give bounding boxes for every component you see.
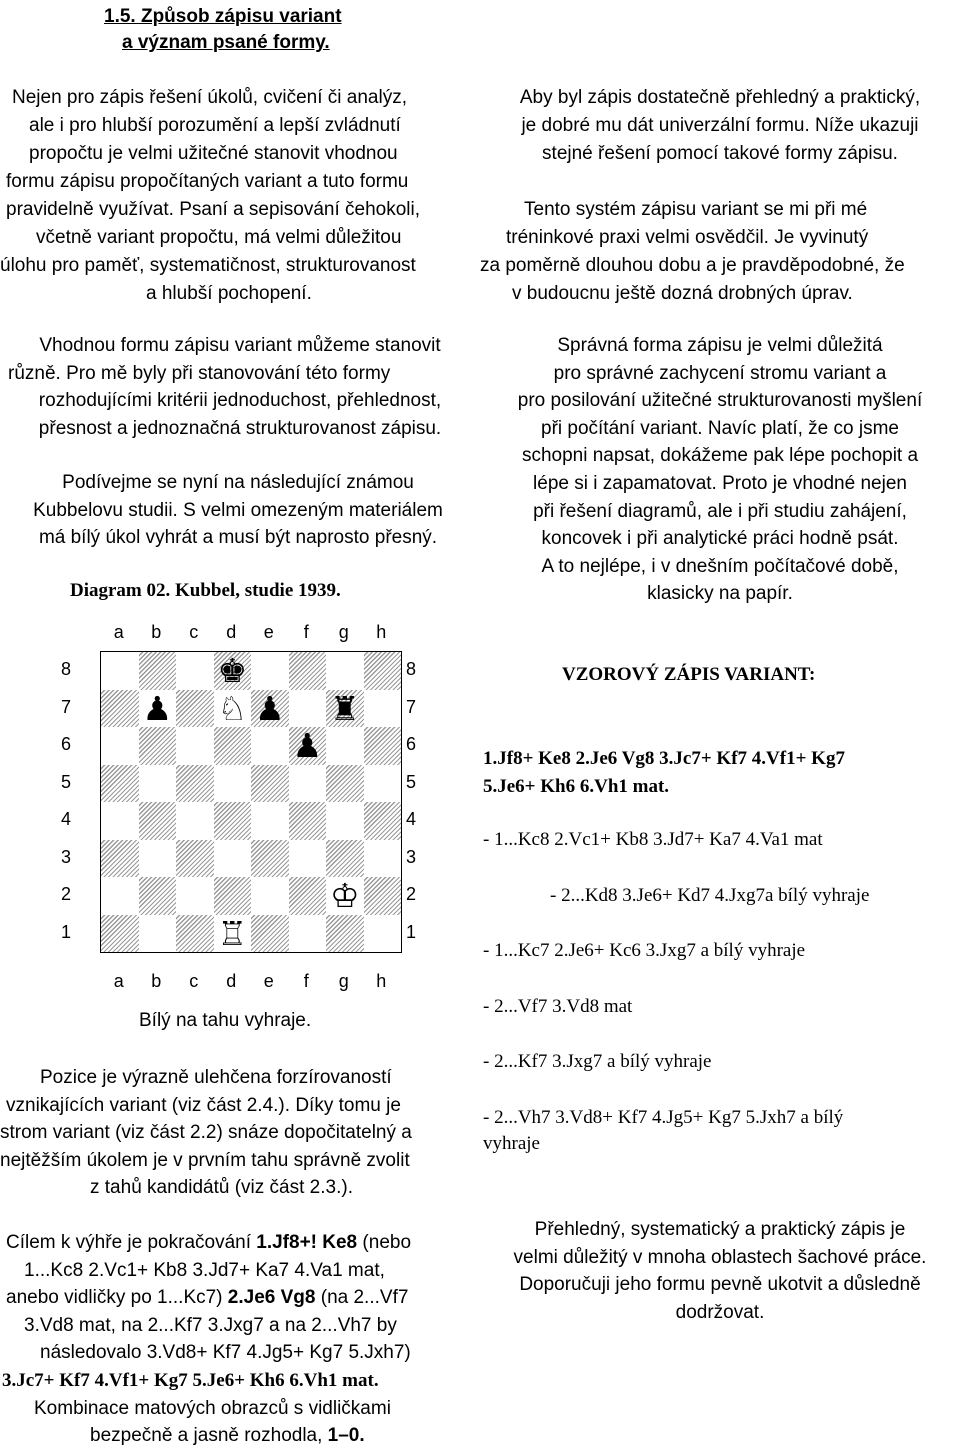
- black-rook-icon: ♜: [329, 688, 360, 728]
- importance-paragraph: [480, 332, 960, 608]
- board-square: [364, 840, 402, 878]
- goal-line: Kombinace matových obrazců s vidličkami: [34, 1397, 391, 1419]
- diagram-title: Diagram 02. Kubbel, studie 1939.: [70, 580, 341, 601]
- file-label: g: [338, 971, 349, 991]
- file-label: f: [303, 622, 309, 642]
- board-square: [364, 652, 402, 690]
- intro-line: pravidelně využívat. Psaní a sepisování čehokoli,: [6, 199, 421, 220]
- kubbel-paragraph: [0, 469, 476, 552]
- board-square: [326, 915, 364, 953]
- board-square: [139, 765, 177, 803]
- board-square: [289, 915, 327, 953]
- rank-label: 5: [60, 771, 71, 792]
- intro-line: úlohu pro paměť, systematičnost, strukturovanost: [0, 255, 416, 276]
- rank-label: 1: [405, 921, 416, 942]
- practical-paragraph: [480, 84, 960, 168]
- file-label: g: [338, 622, 349, 642]
- board-square: [251, 877, 289, 915]
- diagram-caption: Bílý na tahu vyhraje.: [139, 1010, 312, 1031]
- summary-paragraph: [480, 1216, 960, 1326]
- heading-line-1: 1.5. Způsob zápisu variant: [104, 6, 342, 27]
- board-square: [176, 915, 214, 953]
- goal-line: 3.Vd8 mat, na 2...Kf7 3.Jxg7 a na 2...Vh7 by: [24, 1314, 397, 1336]
- board-square: [101, 915, 139, 953]
- kubbel-line: Kubbelovu studii. S velmi omezeným materiálem: [33, 499, 443, 521]
- board-square: [326, 840, 364, 878]
- importance-line: pro posilování užitečné strukturovanosti myšlení: [517, 390, 923, 412]
- board-square: [251, 727, 289, 765]
- rank-label: 3: [405, 846, 416, 867]
- board-square: [176, 840, 214, 878]
- board-square: [176, 765, 214, 803]
- file-label: d: [226, 622, 237, 642]
- board-square: [214, 727, 252, 765]
- board-square: [364, 802, 402, 840]
- form-line: rozhodujícími kritérii jednoduchost, přehlednost,: [38, 390, 442, 412]
- board-square: [214, 840, 252, 878]
- kubbel-line: Podívejme se nyní na následující známou: [62, 472, 414, 493]
- importance-line: při počítání variant. Navíc platí, že co jsme: [541, 417, 899, 439]
- variant-line: - 1...Kc8 2.Vc1+ Kb8 3.Jd7+ Ka7 4.Va1 mat: [483, 829, 823, 850]
- summary-line: dodržovat.: [675, 1301, 765, 1323]
- variant-line: - 2...Kd8 3.Je6+ Kd7 4.Jxg7a bílý vyhraje: [550, 885, 870, 906]
- goal-line: 1...Kc8 2.Vc1+ Kb8 3.Jd7+ Ka7 4.Va1 mat,: [24, 1259, 385, 1281]
- board-square: [176, 690, 214, 728]
- board-square: [289, 652, 327, 690]
- form-line: Vhodnou formu zápisu variant můžeme stanovit: [39, 335, 441, 356]
- variant-line: vyhraje: [483, 1133, 540, 1154]
- variant-line: - 2...Vf7 3.Vd8 mat: [483, 996, 633, 1017]
- white-knight-icon: ♘: [217, 688, 248, 728]
- board-square: [289, 840, 327, 878]
- importance-line: Správná forma zápisu je velmi důležitá: [557, 335, 883, 356]
- importance-line: A to nejlépe, i v dnešním počítačové době,: [541, 555, 899, 577]
- position-line: vznikajících variant (viz část 2.4.). Díky tomu je: [6, 1094, 401, 1116]
- practical-line: Aby byl zápis dostatečně přehledný a praktický,: [519, 87, 921, 108]
- summary-line: velmi důležitý v mnoha oblastech šachové práce.: [513, 1246, 927, 1268]
- intro-line: Nejen pro zápis řešení úkolů, cvičení či analýz,: [12, 87, 407, 108]
- board-square: [139, 727, 177, 765]
- summary-line: Doporučuji jeho formu pevně ukotvit a důsledně: [519, 1274, 921, 1296]
- section-heading: [104, 4, 342, 56]
- rank-label: 7: [60, 696, 71, 717]
- goal-text: anebo vidličky po 1...Kc7): [6, 1287, 228, 1309]
- form-line: přesnost a jednoznačná strukturovanost zápisu.: [38, 417, 442, 439]
- goal-text: bezpečně a jasně rozhodla,: [90, 1425, 328, 1447]
- rank-label: 2: [60, 884, 71, 904]
- black-pawn-icon: ♟: [292, 726, 323, 765]
- board-square: [289, 690, 327, 728]
- goal-move: 1.Jf8+! Ke8: [256, 1232, 358, 1253]
- form-paragraph: [0, 332, 480, 442]
- heading-line-2: a význam psané formy.: [122, 32, 330, 53]
- sample-notation-title: VZOROVÝ ZÁPIS VARIANT:: [562, 664, 816, 685]
- board-square: [364, 877, 402, 915]
- position-line: strom variant (viz část 2.2) snáze dopočitatelný a: [0, 1122, 412, 1144]
- black-pawn-icon: ♟: [142, 688, 173, 728]
- board-square: [364, 727, 402, 765]
- file-label: e: [263, 622, 274, 642]
- board-square: [101, 802, 139, 840]
- board-square: [364, 690, 402, 728]
- board-square: [289, 765, 327, 803]
- system-paragraph: [470, 196, 960, 308]
- rank-label: 7: [405, 696, 416, 717]
- board-square: [251, 802, 289, 840]
- summary-line: Přehledný, systematický a praktický zápis je: [534, 1219, 906, 1240]
- board-square: [139, 840, 177, 878]
- goal-result: 1–0.: [327, 1425, 365, 1447]
- board-square: [289, 802, 327, 840]
- position-line: Pozice je výrazně ulehčena forzírovaností: [40, 1067, 392, 1088]
- file-label: a: [113, 622, 124, 642]
- variant-line: - 2...Kf7 3.Jxg7 a bílý vyhraje: [483, 1051, 712, 1072]
- importance-line: schopni napsat, dokážeme pak lépe pochopit a: [521, 445, 919, 467]
- goal-line: 3.Jc7+ Kf7 4.Vf1+ Kg7 5.Je6+ Kh6 6.Vh1 mat.: [2, 1369, 379, 1391]
- importance-line: klasicky na papír.: [647, 583, 793, 605]
- file-label: b: [151, 622, 162, 642]
- board-square: [101, 840, 139, 878]
- system-line: tréninkové praxi velmi osvědčil. Je vyvinutý: [506, 227, 869, 248]
- board-square: [326, 727, 364, 765]
- goal-move: 2.Je6 Vg8: [227, 1287, 316, 1309]
- variant-line: - 2...Vh7 3.Vd8+ Kf7 4.Jg5+ Kg7 5.Jxh7 a bílý: [483, 1107, 844, 1128]
- goal-line: [0, 1229, 480, 1257]
- kubbel-line: má bílý úkol vyhrát a musí být naprosto přesný.: [38, 527, 438, 549]
- main-line-2: 5.Je6+ Kh6 6.Vh1 mat.: [483, 776, 670, 797]
- file-label: a: [113, 971, 124, 991]
- board-square: [214, 765, 252, 803]
- system-line: Tento systém zápisu variant se mi při mé: [524, 199, 868, 220]
- board-square: [139, 877, 177, 915]
- goal-text: Cílem k výhře je pokračování: [6, 1232, 257, 1253]
- goal-line: [0, 1422, 480, 1450]
- position-paragraph: [0, 1064, 480, 1202]
- board-square: [101, 652, 139, 690]
- file-label: d: [226, 971, 237, 991]
- intro-line: propočtu je velmi užitečné stanovit vhodnou: [29, 143, 398, 164]
- rank-label: 8: [405, 659, 416, 679]
- intro-line: včetně variant propočtu, má velmi důležitou: [36, 227, 402, 248]
- board-square: [101, 690, 139, 728]
- board-square: [139, 915, 177, 953]
- white-king-icon: ♔: [329, 876, 360, 915]
- position-line: z tahů kandidátů (viz část 2.3.).: [90, 1177, 353, 1199]
- variant-line: - 1...Kc7 2.Je6+ Kc6 3.Jxg7 a bílý vyhraje: [483, 940, 806, 961]
- chess-board: [100, 651, 402, 953]
- rank-label: 1: [60, 921, 71, 942]
- board-square: [289, 877, 327, 915]
- board-square: [214, 802, 252, 840]
- board-square: [214, 877, 252, 915]
- goal-line: [0, 1284, 480, 1312]
- file-label: h: [376, 622, 387, 642]
- intro-line: a hlubší pochopení.: [146, 283, 312, 304]
- board-square: [326, 802, 364, 840]
- rank-label: 8: [60, 659, 71, 679]
- intro-line: ale i pro hlubší porozumění a lepší zvládnutí: [29, 115, 401, 136]
- board-square: [326, 652, 364, 690]
- goal-line: následovalo 3.Vd8+ Kf7 4.Jg5+ Kg7 5.Jxh7): [40, 1342, 411, 1364]
- goal-paragraph: [0, 1229, 480, 1450]
- rank-label: 3: [60, 846, 71, 867]
- file-label: c: [189, 622, 199, 642]
- board-square: [101, 877, 139, 915]
- practical-line: je dobré mu dát univerzální formu. Níže ukazuji: [521, 115, 919, 136]
- black-king-icon: ♚: [217, 651, 248, 690]
- position-line: nejtěžším úkolem je v prvním tahu správně zvolit: [0, 1149, 410, 1171]
- file-label: c: [189, 971, 199, 991]
- importance-line: při řešení diagramů, ale i při studiu zahájení,: [533, 500, 907, 522]
- file-label: h: [376, 971, 387, 991]
- intro-line: formu zápisu propočítaných variant a tuto formu: [6, 171, 409, 192]
- main-line-1: 1.Jf8+ Ke8 2.Je6 Vg8 3.Jc7+ Kf7 4.Vf1+ Kg7: [483, 748, 845, 769]
- board-square: [251, 765, 289, 803]
- black-pawn-icon: ♟: [254, 688, 285, 728]
- rank-label: 5: [405, 771, 416, 792]
- board-square: [176, 727, 214, 765]
- rank-label: 2: [405, 884, 416, 904]
- form-line: různě. Pro mě byly při stanovování této formy: [8, 362, 391, 384]
- board-square: [101, 727, 139, 765]
- board-square: [176, 652, 214, 690]
- rank-label: 4: [60, 809, 71, 829]
- importance-line: pro správné zachycení stromu variant a: [553, 362, 887, 384]
- board-square: [176, 802, 214, 840]
- goal-text: (nebo: [357, 1232, 412, 1253]
- file-label: b: [151, 971, 162, 991]
- goal-text: (na 2...Vf7: [315, 1287, 409, 1309]
- board-square: [176, 877, 214, 915]
- white-rook-icon: ♖: [217, 913, 248, 953]
- board-square: [251, 652, 289, 690]
- system-line: za poměrně dlouhou dobu a je pravděpodobné, že: [480, 255, 905, 276]
- board-square: [139, 652, 177, 690]
- board-square: [251, 915, 289, 953]
- board-square: [326, 765, 364, 803]
- main-line: [483, 745, 845, 801]
- board-square: [101, 765, 139, 803]
- board-square: [364, 915, 402, 953]
- board-square: [251, 840, 289, 878]
- board-square: [139, 802, 177, 840]
- importance-line: koncovek i při analytické práci hodně psát.: [541, 528, 899, 550]
- file-label: e: [263, 971, 274, 991]
- system-line: v budoucnu ještě dozná drobných úprav.: [512, 283, 853, 304]
- rank-label: 6: [405, 734, 416, 754]
- file-label: f: [303, 971, 309, 991]
- importance-line: lépe si i zapamatovat. Proto je vhodné nejen: [533, 472, 907, 494]
- practical-line: stejné řešení pomocí takové formy zápisu.: [542, 143, 898, 164]
- board-square: [364, 765, 402, 803]
- rank-label: 6: [60, 734, 71, 754]
- rank-label: 4: [405, 809, 416, 829]
